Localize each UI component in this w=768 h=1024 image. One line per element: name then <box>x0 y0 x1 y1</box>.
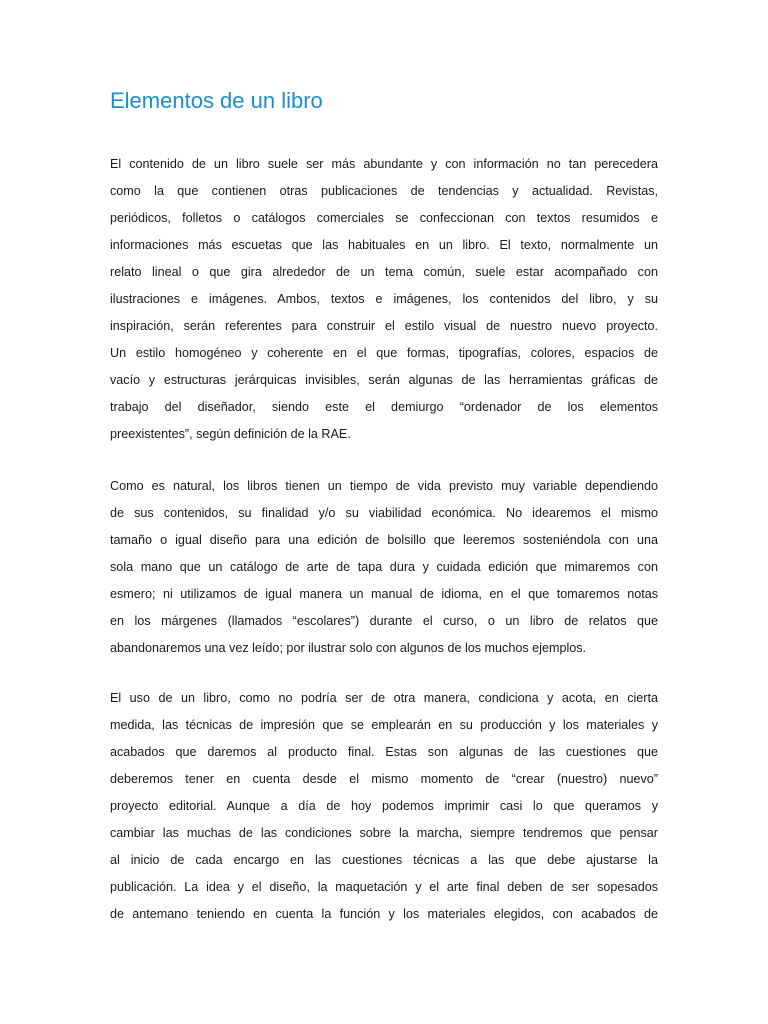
paragraph-line: al inicio de cada encargo en las cuestiones técnicas a las que debe ajustarse la <box>110 853 658 867</box>
paragraph-line: trabajo del diseñador, siendo este el demiurgo “ordenador de los elementos <box>110 400 658 414</box>
paragraph-line: proyecto editorial. Aunque a día de hoy podemos imprimir casi lo que queramos y <box>110 799 658 813</box>
paragraph-line: abandonaremos una vez leído; por ilustrar solo con algunos de los muchos ejemplos. <box>110 641 587 655</box>
paragraph-line: relato lineal o que gira alrededor de un tema común, suele estar acompañado con <box>110 265 658 279</box>
paragraph-3 <box>110 685 658 928</box>
paragraph-line: medida, las técnicas de impresión que se emplearán en su producción y los materiales y <box>110 718 658 732</box>
paragraph-line: en los márgenes (llamados “escolares”) durante el curso, o un libro de relatos que <box>110 614 658 628</box>
paragraph-line: vacío y estructuras jerárquicas invisibles, serán algunas de las herramientas gráficas de <box>110 373 658 387</box>
paragraph-line: ilustraciones e imágenes. Ambos, textos e imágenes, los contenidos del libro, y su <box>110 292 658 306</box>
paragraph-line: Como es natural, los libros tienen un tiempo de vida previsto muy variable dependiendo <box>110 479 658 493</box>
paragraph-line: de sus contenidos, su finalidad y/o su viabilidad económica. No idearemos el mismo <box>110 506 658 520</box>
paragraph-line: cambiar las muchas de las condiciones sobre la marcha, siempre tendremos que pensar <box>110 826 658 840</box>
paragraph-line: preexistentes”, según definición de la RAE. <box>110 427 351 441</box>
paragraph-line: como la que contienen otras publicaciones de tendencias y actualidad. Revistas, <box>110 184 658 198</box>
paragraph-line: El uso de un libro, como no podría ser de otra manera, condiciona y acota, en cierta <box>110 691 658 705</box>
page-title: Elementos de un libro <box>110 88 323 113</box>
paragraph-line: deberemos tener en cuenta desde el mismo momento de “crear (nuestro) nuevo” <box>110 772 658 786</box>
paragraph-1 <box>110 151 658 448</box>
paragraph-line: El contenido de un libro suele ser más abundante y con información no tan perecedera <box>110 157 658 171</box>
paragraph-line: de antemano teniendo en cuenta la función y los materiales elegidos, con acabados de <box>110 907 658 921</box>
paragraph-line: inspiración, serán referentes para construir el estilo visual de nuestro nuevo proyecto. <box>110 319 658 333</box>
paragraph-line: periódicos, folletos o catálogos comerciales se confeccionan con textos resumidos e <box>110 211 658 225</box>
paragraph-line: Un estilo homogéneo y coherente en el que formas, tipografías, colores, espacios de <box>110 346 658 360</box>
paragraph-line: acabados que daremos al producto final. Estas son algunas de las cuestiones que <box>110 745 658 759</box>
paragraph-line: publicación. La idea y el diseño, la maquetación y el arte final deben de ser sopesados <box>110 880 658 894</box>
paragraph-line: esmero; ni utilizamos de igual manera un manual de idioma, en el que tomaremos notas <box>110 587 658 601</box>
paragraph-line: sola mano que un catálogo de arte de tapa dura y cuidada edición que mimaremos con <box>110 560 658 574</box>
paragraph-2 <box>110 473 658 662</box>
paragraph-line: informaciones más escuetas que las habituales en un libro. El texto, normalmente un <box>110 238 658 252</box>
paragraph-line: tamaño o igual diseño para una edición de bolsillo que leeremos sosteniéndola con una <box>110 533 658 547</box>
